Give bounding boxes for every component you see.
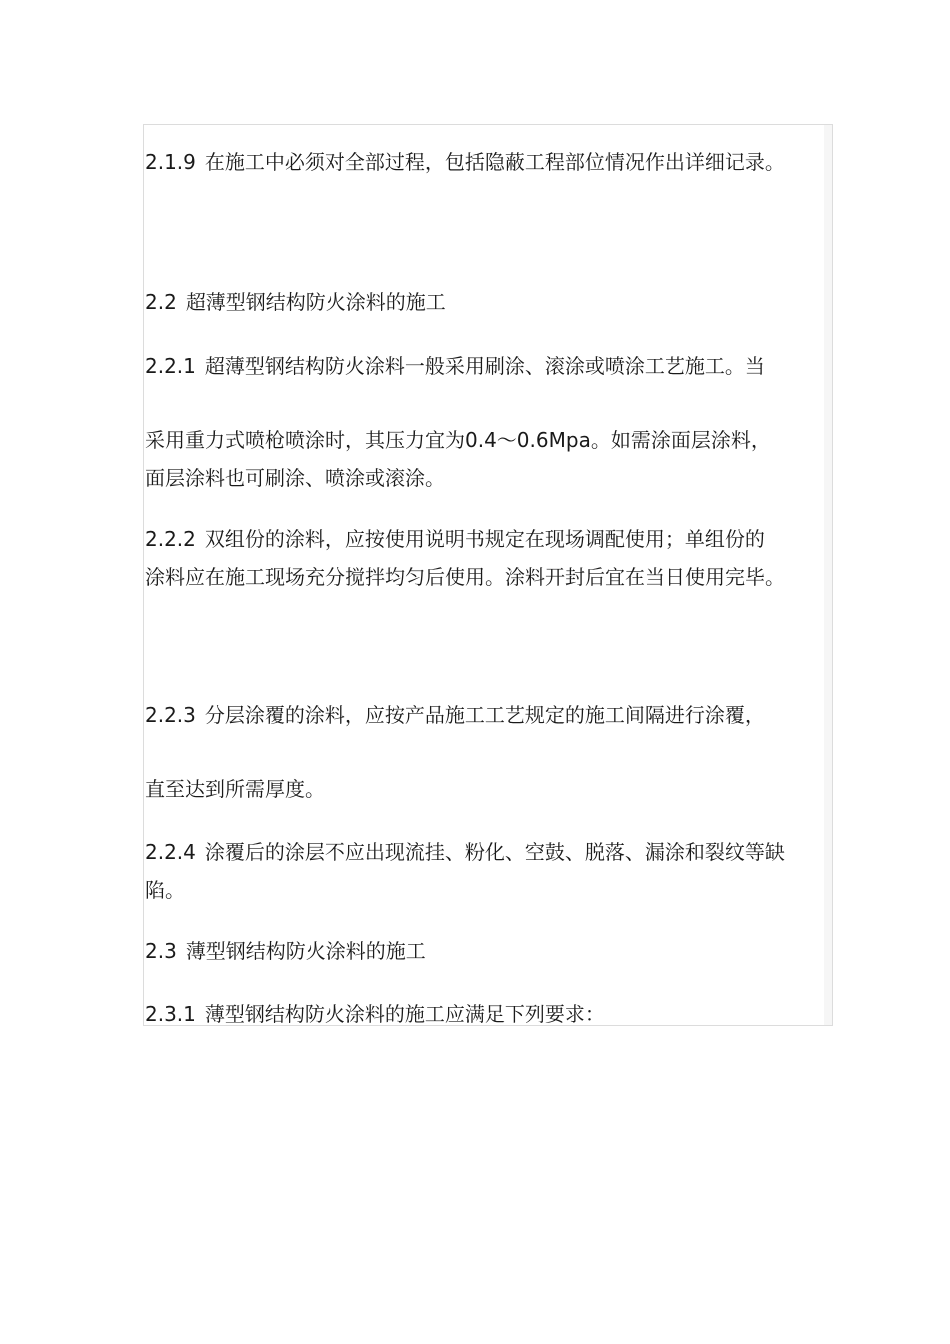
paragraph-2-2-3	[145, 703, 765, 727]
clause-number: 2.2	[145, 290, 177, 314]
heading-2-2	[145, 290, 446, 314]
clause-text: 涂料应在施工现场充分搅拌均匀后使用。涂料开封后宜在当日使用完毕。	[145, 565, 785, 589]
clause-number: 2.2.1	[145, 354, 196, 378]
clause-number: 2.2.2	[145, 527, 196, 551]
paragraph-2-2-2-line2	[145, 565, 785, 589]
clause-number: 2.3.1	[145, 1002, 196, 1026]
paragraph-2-2-1-line3	[145, 466, 445, 490]
paragraph-2-2-4	[145, 840, 785, 864]
paragraph-2-2-3-line2	[145, 777, 325, 801]
clause-text: 在施工中必须对全部过程，包括隐蔽工程部位情况作出详细记录。	[204, 150, 785, 174]
clause-text: 涂覆后的涂层不应出现流挂、粉化、空鼓、脱落、漏涂和裂纹等缺	[204, 840, 785, 864]
clause-text: 超薄型钢结构防火涂料一般采用刷涂、滚涂或喷涂工艺施工。当	[204, 354, 765, 378]
heading-2-3	[145, 939, 426, 963]
paragraph-2-1-9	[145, 150, 785, 174]
clause-text: 面层涂料也可刷涂、喷涂或滚涂。	[145, 466, 445, 490]
clause-number: 2.2.4	[145, 840, 196, 864]
clause-text: 薄型钢结构防火涂料的施工应满足下列要求：	[204, 1002, 605, 1026]
clause-text: 。如需涂面层涂料，	[590, 428, 771, 452]
clause-text: 陷。	[145, 878, 185, 902]
paragraph-2-2-4-line2	[145, 878, 185, 902]
paragraph-2-2-1-line2	[145, 428, 771, 452]
clause-number: 2.3	[145, 939, 177, 963]
clause-number: 2.2.3	[145, 703, 196, 727]
clause-text: 分层涂覆的涂料，应按产品施工工艺规定的施工间隔进行涂覆，	[204, 703, 765, 727]
heading-text: 超薄型钢结构防火涂料的施工	[185, 290, 446, 314]
pressure-value: 0.4～0.6Mpa	[465, 428, 591, 452]
paragraph-2-2-1	[145, 354, 765, 378]
paragraph-2-3-1	[145, 1002, 605, 1026]
clause-text: 双组份的涂料，应按使用说明书规定在现场调配使用；单组份的	[204, 527, 765, 551]
paragraph-2-2-2	[145, 527, 765, 551]
clause-text: 直至达到所需厚度。	[145, 777, 325, 801]
clause-number: 2.1.9	[145, 150, 196, 174]
heading-text: 薄型钢结构防火涂料的施工	[185, 939, 426, 963]
clause-text: 采用重力式喷枪喷涂时，其压力宜为	[145, 428, 465, 452]
